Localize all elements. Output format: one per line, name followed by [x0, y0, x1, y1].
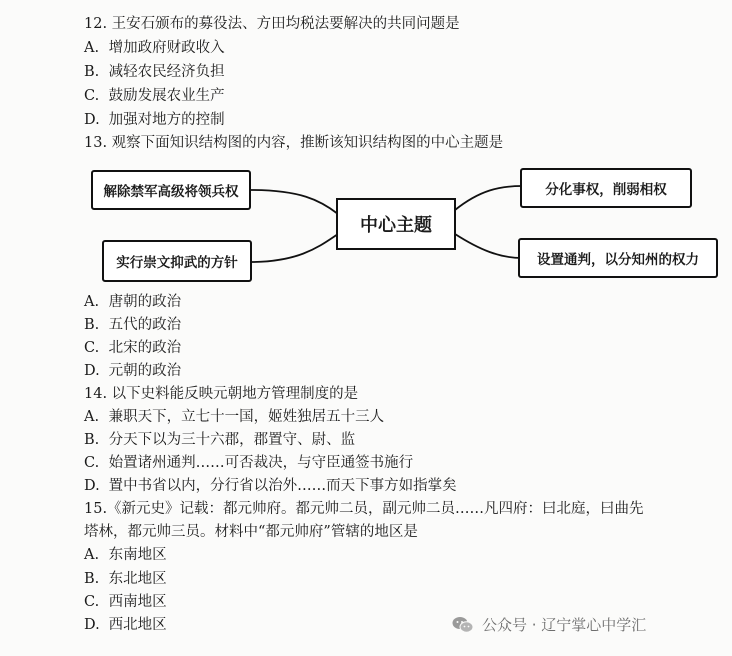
- diagram-center-box: 中心主题: [336, 198, 456, 250]
- watermark-text: 公众号 · 辽宁掌心中学汇: [482, 616, 647, 634]
- q14-option-c: C. 始置诸州通判……可否裁决，与守臣通签书施行: [84, 455, 414, 471]
- q12-stem: 12. 王安石颁布的募役法、方田均税法要解决的共同问题是: [84, 16, 460, 32]
- connector-bottom-left: [250, 234, 338, 262]
- q14-option-b: B. 分天下以为三十六郡，郡置守、尉、监: [84, 432, 356, 448]
- q13-stem: 13. 观察下面知识结构图的内容，推断该知识结构图的中心主题是: [84, 135, 504, 151]
- q13-option-b: B. 五代的政治: [84, 317, 182, 333]
- q12-option-b: B. 减轻农民经济负担: [84, 64, 225, 80]
- q12-option-d: D. 加强对地方的控制: [84, 112, 225, 128]
- q12-option-c: C. 鼓励发展农业生产: [84, 88, 225, 104]
- q14-stem: 14. 以下史料能反映元朝地方管理制度的是: [84, 386, 359, 402]
- connector-top-right: [455, 186, 522, 210]
- q15-stem-line2: 塔林，都元帅三员。材料中“都元帅府”管辖的地区是: [84, 524, 418, 540]
- diagram-box-top-right: 分化事权，削弱相权: [520, 168, 692, 208]
- q15-option-c: C. 西南地区: [84, 594, 167, 610]
- watermark: [452, 614, 646, 635]
- diagram-box-bottom-right: 设置通判，以分知州的权力: [518, 238, 718, 278]
- q14-option-d: D. 置中书省以内，分行省以治外……而天下事方如指掌矣: [84, 478, 457, 494]
- q13-option-a: A. 唐朝的政治: [84, 294, 182, 310]
- q15-option-d: D. 西北地区: [84, 617, 167, 633]
- connector-top-left: [250, 190, 338, 214]
- wechat-icon: [452, 616, 474, 634]
- q13-option-c: C. 北宋的政治: [84, 340, 182, 356]
- diagram-box-top-left: 解除禁军高级将领兵权: [91, 170, 251, 210]
- diagram-box-bottom-left: 实行崇文抑武的方针: [102, 240, 252, 282]
- q15-stem-line1: 15.《新元史》记载：都元帅府。都元帅二员，副元帅二员……凡四府：曰北庭，曰曲先: [84, 501, 644, 517]
- connector-bottom-right: [455, 234, 522, 258]
- q15-option-b: B. 东北地区: [84, 571, 167, 587]
- q15-option-a: A. 东南地区: [84, 547, 167, 563]
- q12-option-a: A. 增加政府财政收入: [84, 40, 225, 56]
- q13-option-d: D. 元朝的政治: [84, 363, 182, 379]
- q14-option-a: A. 兼职天下，立七十一国，姬姓独居五十三人: [84, 409, 385, 425]
